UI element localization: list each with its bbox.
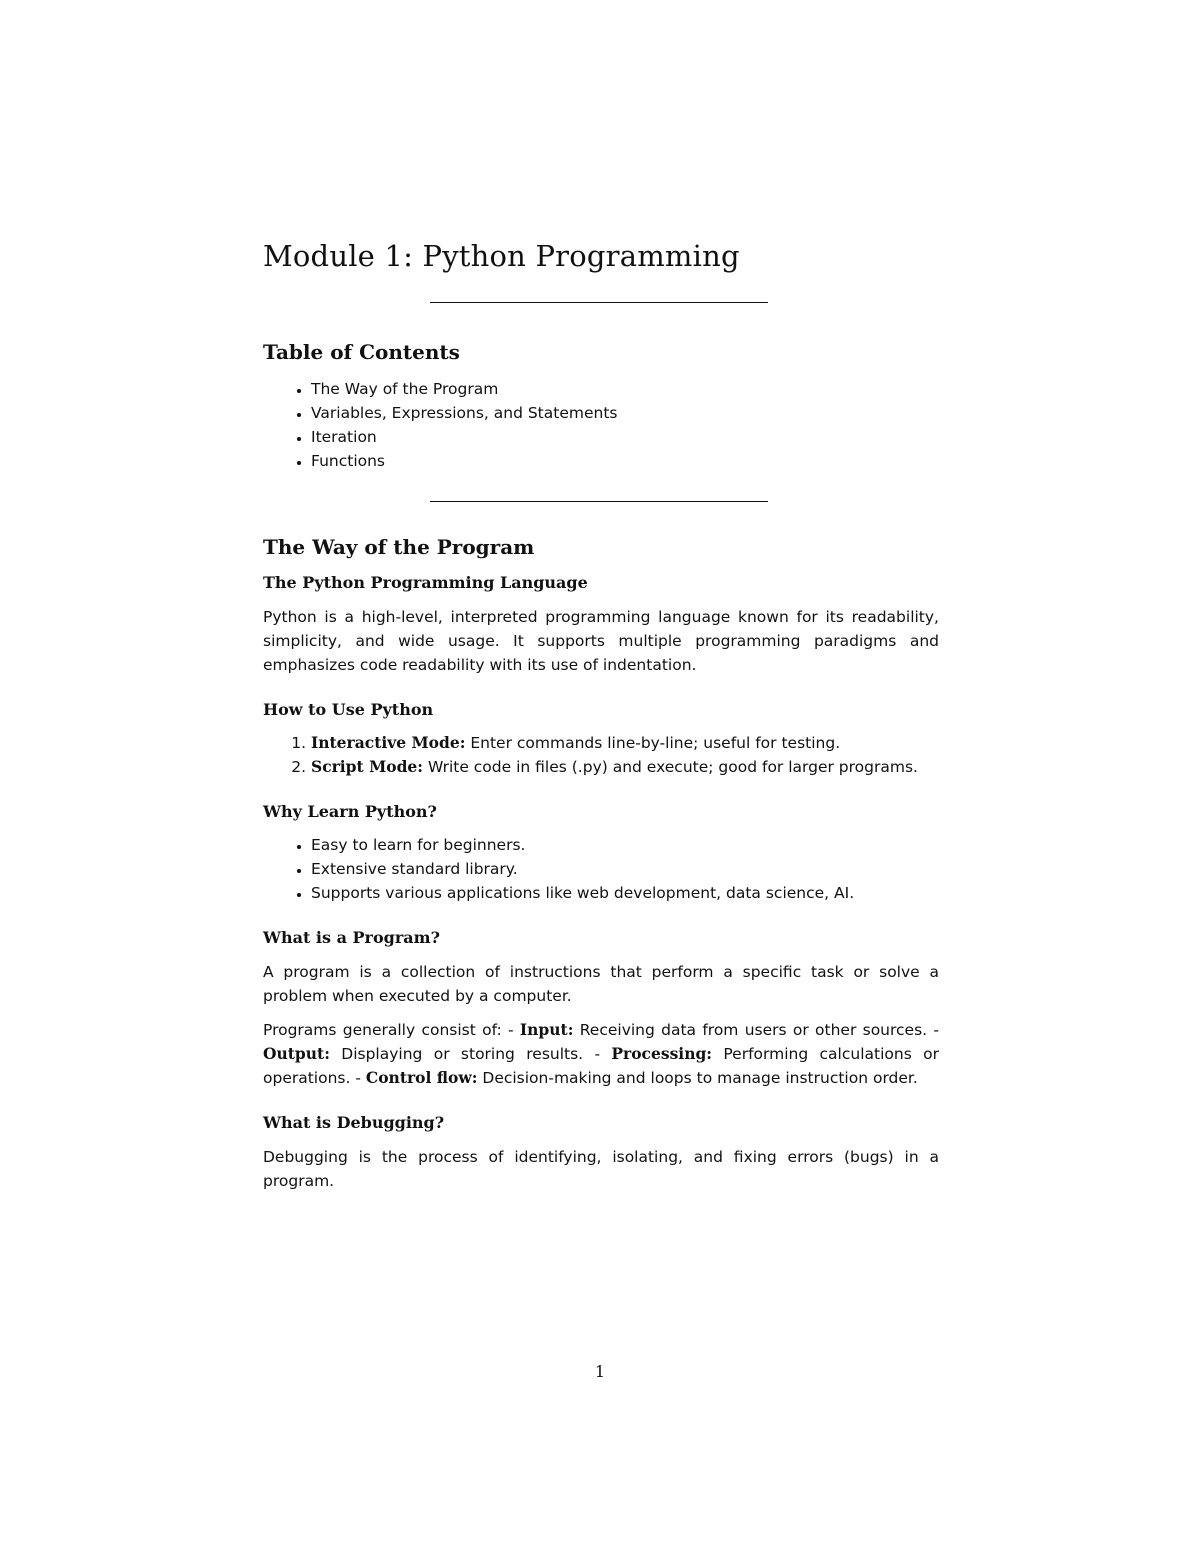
subsection-heading-debugging: What is Debugging?: [263, 1113, 445, 1132]
page-number: 1: [594, 1362, 606, 1381]
how-to-use-list: [263, 731, 939, 779]
program-part-term: Processing:: [611, 1044, 713, 1063]
toc-list: [263, 377, 939, 473]
how-to-use-term: Script Mode:: [311, 757, 423, 776]
program-part-term: Control flow:: [365, 1068, 478, 1087]
program-part-text: Decision-making and loops to manage instruction order.: [477, 1069, 918, 1087]
how-to-use-text: Enter commands line-by-line; useful for testing.: [470, 734, 841, 752]
why-learn-item: • Supports various applications like web development, data science, AI.: [311, 881, 939, 905]
toc-item: • Functions: [311, 449, 939, 473]
subsection-heading-what-is-program: What is a Program?: [263, 928, 440, 947]
section-heading: The Way of the Program: [263, 535, 535, 559]
program-part-term: Output:: [263, 1044, 330, 1063]
horizontal-rule: [430, 501, 768, 502]
document-page: [263, 236, 939, 1193]
subsection-heading-language: The Python Programming Language: [263, 573, 588, 592]
program-part-text: Receiving data from users or other sources. -: [573, 1021, 939, 1039]
why-learn-list: [263, 833, 939, 905]
program-parts-paragraph: [263, 1018, 939, 1090]
why-learn-item: • Extensive standard library.: [311, 857, 939, 881]
subsection-heading-how-to-use: How to Use Python: [263, 700, 434, 719]
toc-item: • Variables, Expressions, and Statements: [311, 401, 939, 425]
toc-item: • The Way of the Program: [311, 377, 939, 401]
debugging-paragraph: Debugging is the process of identifying, isolating, and fixing errors (bugs) in a program.: [263, 1148, 939, 1190]
program-part-text: Displaying or storing results. -: [329, 1045, 612, 1063]
document-title: Module 1: Python Programming: [263, 239, 740, 273]
subsection-heading-why-learn: Why Learn Python?: [263, 802, 437, 821]
how-to-use-item: [311, 755, 939, 779]
horizontal-rule: [430, 302, 768, 303]
why-learn-item: • Easy to learn for beginners.: [311, 833, 939, 857]
toc-item: • Iteration: [311, 425, 939, 449]
what-is-program-paragraph: A program is a collection of instructions that perform a specific task or solve a problem when executed by a computer.: [263, 963, 939, 1005]
program-part-text: Performing calculations or operations. -: [263, 1045, 939, 1087]
program-parts-intro: Programs generally consist of: -: [263, 1021, 520, 1039]
how-to-use-text: Write code in files (.py) and execute; good for larger programs.: [427, 758, 918, 776]
toc-heading: Table of Contents: [263, 340, 460, 364]
how-to-use-item: [311, 731, 939, 755]
program-part-term: Input:: [519, 1020, 574, 1039]
language-paragraph: Python is a high-level, interpreted programming language known for its readability, simplicity, and wide usage. It supports multiple programming paradigms and emphasizes code readability with its use of indentation.: [263, 608, 939, 674]
how-to-use-term: Interactive Mode:: [311, 733, 466, 752]
